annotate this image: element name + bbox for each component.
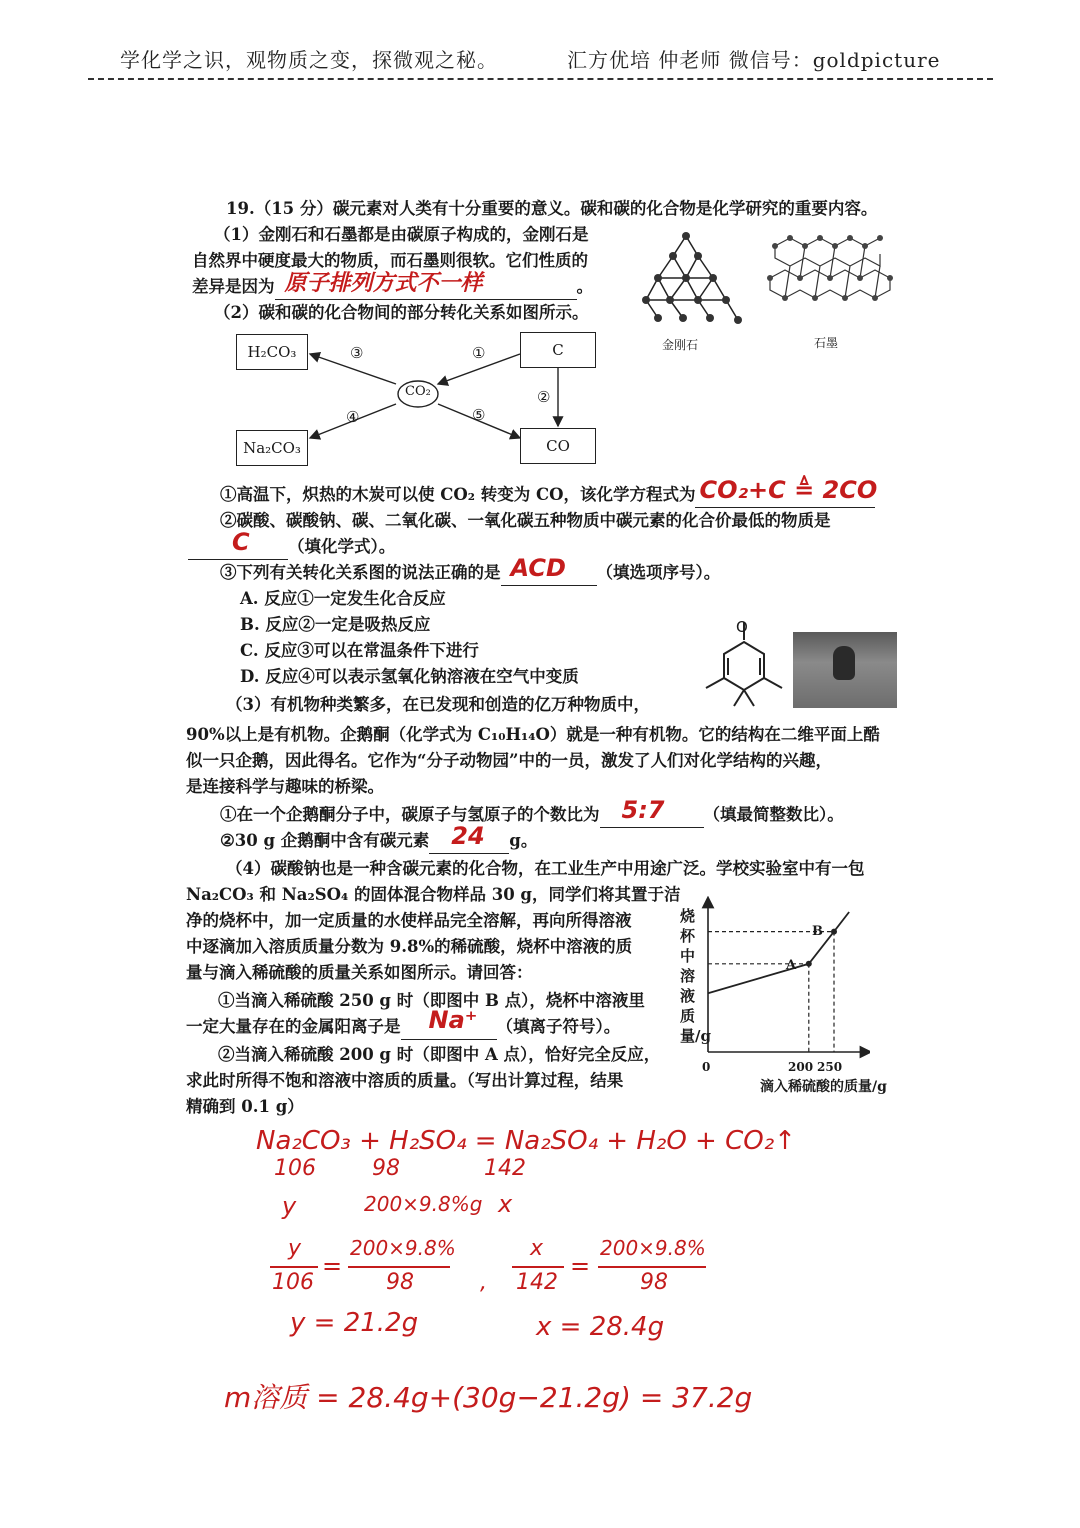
solution-var-2: 200×9.8%g xyxy=(364,1192,483,1216)
part1-line1: （1）金刚石和石墨都是由碳原子构成的，金刚石是 xyxy=(214,225,589,244)
fraction-1-den: 106 xyxy=(272,1270,314,1295)
node-co2: CO₂ xyxy=(405,384,431,399)
solution-mass-2: 98 xyxy=(372,1156,400,1181)
fraction-2-den: 98 xyxy=(386,1270,414,1295)
graph-series-line xyxy=(708,912,849,993)
option-b: B. 反应②一定是吸热反应 xyxy=(240,615,431,634)
fraction-4-bar xyxy=(598,1266,706,1268)
graph-tick-200: 200 xyxy=(788,1060,814,1074)
sub-q3-end: （填选项序号）。 xyxy=(596,563,721,582)
penguin-photo xyxy=(793,632,897,708)
part3-line3: 似一只企鹅，因此得名。它作为“分子动物园”中的一员，激发了人们对化学结构的兴趣， xyxy=(186,751,832,770)
graphite-structure-image xyxy=(765,234,895,314)
part3-q1-end: （填最简整数比）。 xyxy=(703,805,844,824)
solution-result-x: x = 28.4g xyxy=(536,1312,665,1342)
graph-y-label: 烧杯中溶液质量/g xyxy=(680,907,711,1045)
solution-equation: Na₂CO₃ + H₂SO₄ = Na₂SO₄ + H₂O + CO₂↑ xyxy=(256,1126,796,1156)
fraction-2-bar xyxy=(348,1266,450,1268)
fraction-4-den: 98 xyxy=(640,1270,668,1295)
answer-7: Na⁺ xyxy=(428,1006,478,1034)
part3-q1-text: ①在一个企鹅酮分子中，碳原子与氢原子的个数比为 xyxy=(220,805,600,824)
question-title: 19.（15 分）碳元素对人类有十分重要的意义。碳和碳的化合物是化学研究的重要内容。 xyxy=(226,199,878,218)
arrow-label-2: ② xyxy=(537,388,551,406)
sub-q2-line1: ②碳酸、碳酸钠、碳、二氧化碳、一氧化碳五种物质中碳元素的化合价最低的物质是 xyxy=(220,511,831,530)
answer-1: 原子排列方式不一样 xyxy=(284,271,483,296)
oxygen-atom-label: O xyxy=(736,618,748,636)
sub-q2-end: （填化学式）。 xyxy=(288,537,396,556)
solution-var-3: x xyxy=(498,1190,513,1218)
graph-point-b-label: B xyxy=(812,924,823,939)
option-d: D. 反应④可以表示氢氧化钠溶液在空气中变质 xyxy=(240,667,579,686)
part1-prefix: 差异是因为 xyxy=(192,277,275,296)
part4-line3: 净的烧杯中，加一定质量的水使样品完全溶解，再向所得溶液 xyxy=(186,911,632,930)
header-slogan: 学化学之识，观物质之变，探微观之秘。 xyxy=(120,48,498,72)
arrow-label-4: ④ xyxy=(346,408,360,426)
answer-4: ACD xyxy=(510,554,566,582)
part4-q1-end: （填离子符号）。 xyxy=(496,1017,621,1036)
answer-3: C xyxy=(232,528,250,556)
node-co: CO xyxy=(520,428,596,464)
node-h2co3: H₂CO₃ xyxy=(236,334,308,370)
arrow-label-3: ③ xyxy=(350,344,364,362)
part4-line4: 中逐滴加入溶质质量分数为 9.8%的稀硫酸，烧杯中溶液的质 xyxy=(186,937,633,956)
solution-mass-3: 142 xyxy=(484,1156,526,1181)
fraction-eq-2: = xyxy=(570,1252,591,1280)
answer-blank-2 xyxy=(695,476,878,508)
option-c: C. 反应③可以在常温条件下进行 xyxy=(240,641,479,660)
fraction-3-num: x xyxy=(530,1236,544,1261)
fraction-separator: , xyxy=(480,1270,487,1295)
sub-q3-text: ③下列有关转化关系图的说法正确的是 xyxy=(220,563,501,582)
answer-blank-1 xyxy=(275,271,577,300)
part3-line1: （3）有机物种类繁多，在已发现和创造的亿万种物质中， xyxy=(226,695,650,714)
part4-q1-line2 xyxy=(186,1006,621,1040)
part4-line1: （4）碳酸钠也是一种含碳元素的化合物，在工业生产中用途广泛。学校实验室中有一包 xyxy=(226,859,865,878)
graph-point-b xyxy=(831,929,837,935)
answer-blank-3 xyxy=(188,528,288,560)
fraction-3-den: 142 xyxy=(516,1270,558,1295)
sub-q1-text: ①高温下，炽热的木炭可以使 CO₂ 转变为 CO，该化学方程式为 xyxy=(220,485,696,504)
part3-q1 xyxy=(220,796,844,828)
fraction-4-num: 200×9.8% xyxy=(600,1236,706,1260)
part4-q1-line1: ①当滴入稀硫酸 250 g 时（即图中 B 点），烧杯中溶液里 xyxy=(218,991,645,1010)
fraction-3-bar xyxy=(512,1266,564,1268)
diamond-caption: 金刚石 xyxy=(662,338,699,352)
arrow-label-1: ① xyxy=(472,344,486,362)
part3-q2-end: g。 xyxy=(509,831,538,850)
header-contact: 汇方优培 仲老师 微信号：goldpicture xyxy=(567,48,941,72)
arrow-label-5: ⑤ xyxy=(472,406,486,424)
part2-intro: （2）碳和碳的化合物间的部分转化关系如图所示。 xyxy=(214,303,589,322)
graph-point-a-label: A xyxy=(786,958,797,973)
answer-5: 5:7 xyxy=(621,796,665,824)
answer-blank-7 xyxy=(401,1006,497,1040)
part1-line3 xyxy=(192,271,593,300)
part3-line2: 90%以上是有机物。企鹅酮（化学式为 C₁₀H₁₄O）就是一种有机物。它的结构在二维平面上酷 xyxy=(186,725,880,744)
answer-blank-4 xyxy=(501,554,597,586)
solution-mass-1: 106 xyxy=(274,1156,316,1181)
part4-line2: Na₂CO₃ 和 Na₂SO₄ 的固体混合物样品 30 g，同学们将其置于洁 xyxy=(186,885,681,904)
fraction-1-num: y xyxy=(288,1236,302,1261)
solution-var-1: y xyxy=(282,1192,297,1220)
answer-6: 24 xyxy=(451,822,485,850)
graph-point-a xyxy=(806,961,812,967)
sub-q1 xyxy=(220,476,878,508)
part1-line2: 自然界中硬度最大的物质，而石墨则很软。它们性质的 xyxy=(192,251,588,270)
solution-result-y: y = 21.2g xyxy=(290,1308,419,1338)
solution-final: m溶质 = 28.4g+(30g−21.2g) = 37.2g xyxy=(224,1381,753,1414)
option-a: A. 反应①一定发生化合反应 xyxy=(240,589,446,608)
answer-blank-5 xyxy=(600,796,704,828)
graph-tick-250: 250 xyxy=(817,1060,843,1074)
part3-line4: 是连接科学与趣味的桥梁。 xyxy=(186,777,384,796)
graph-x-label: 滴入稀硫酸的质量/g xyxy=(760,1079,887,1095)
node-na2co3: Na₂CO₃ xyxy=(236,430,308,466)
part4-q2-line3: 精确到 0.1 g） xyxy=(186,1097,304,1116)
part4-q2-line2: 求此时所得不饱和溶液中溶质的质量。（写出计算过程，结果 xyxy=(186,1071,624,1090)
part4-line5: 量与滴入稀硫酸的质量关系如图所示。请回答： xyxy=(186,963,533,982)
answer-blank-6 xyxy=(429,822,509,854)
answer-2: CO₂+C ≜ 2CO xyxy=(699,476,878,504)
part3-q2-text: ②30 g 企鹅酮中含有碳元素 xyxy=(220,831,430,850)
part4-q2-line1: ②当滴入稀硫酸 200 g 时（即图中 A 点），恰好完全反应， xyxy=(218,1045,661,1064)
sub-q2-line2 xyxy=(188,528,396,560)
node-c: C xyxy=(520,332,596,368)
graphite-caption: 石墨 xyxy=(814,336,839,350)
fraction-1-bar xyxy=(270,1266,318,1268)
graph-plot xyxy=(700,896,870,1066)
graph-origin: 0 xyxy=(702,1060,711,1074)
fraction-2-num: 200×9.8% xyxy=(350,1236,456,1260)
part1-end: 。 xyxy=(576,277,593,296)
header-divider xyxy=(88,78,993,80)
part3-q2 xyxy=(220,822,538,854)
part4-q1-text: 一定大量存在的金属阳离子是 xyxy=(186,1017,401,1036)
fraction-eq-1: = xyxy=(322,1252,343,1280)
penguin-silhouette xyxy=(833,646,855,680)
sub-q3 xyxy=(220,554,721,586)
diamond-structure-image xyxy=(628,226,748,330)
